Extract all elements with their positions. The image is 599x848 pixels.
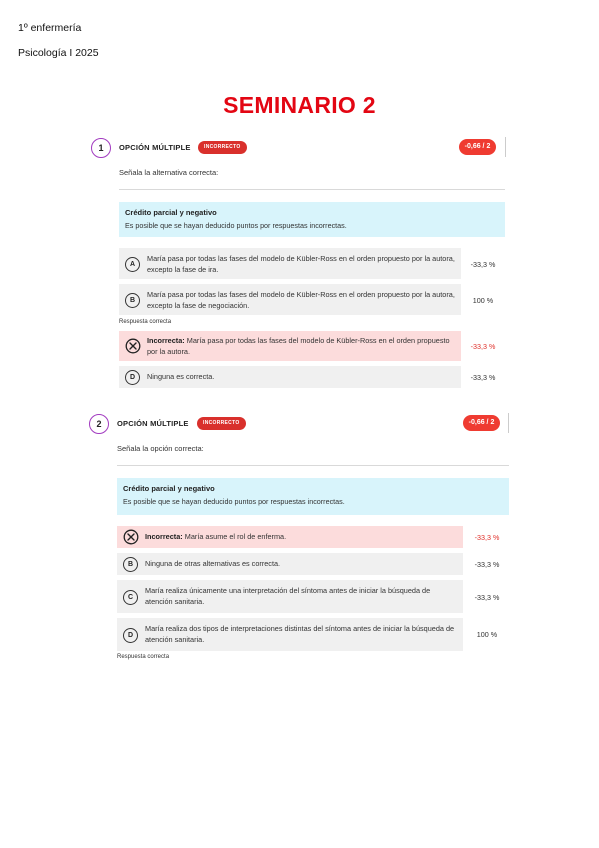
subject-label: Psicología I 2025 xyxy=(18,47,99,59)
option-percentage: -33,3 % xyxy=(470,342,496,351)
score-pill: -0,66 / 2 xyxy=(463,415,500,431)
question-type: OPCIÓN MÚLTIPLE xyxy=(119,143,191,152)
correct-answer-note: Respuesta correcta xyxy=(119,319,172,325)
info-box xyxy=(117,478,509,515)
divider xyxy=(505,137,506,157)
question-number: 2 xyxy=(89,414,109,434)
option-text-body: María pasa por todas las fases del modelo de Kübler-Ross en el orden propuesto por la autora. xyxy=(147,336,450,356)
course-label: 1º enfermería xyxy=(18,22,82,34)
option-letter-b: B xyxy=(125,293,140,308)
option-d[interactable] xyxy=(119,366,461,388)
option-text: María realiza dos tipos de interpretaciones distintas del síntoma antes de iniciar la búsqueda de atención sanitaria. xyxy=(145,624,455,644)
info-title: Crédito parcial y negativo xyxy=(125,208,217,217)
close-circle-icon xyxy=(125,338,141,354)
option-text: María realiza únicamente una interpretación del síntoma antes de iniciar la búsqueda de atención sanitaria. xyxy=(145,586,431,606)
option-percentage: -33,3 % xyxy=(470,260,496,269)
option-percentage: -33,3 % xyxy=(474,533,500,542)
option-c[interactable] xyxy=(117,580,463,613)
option-percentage: -33,3 % xyxy=(470,373,496,382)
question-number: 1 xyxy=(91,138,111,158)
incorrect-label: Incorrecta: xyxy=(145,532,183,541)
close-circle-icon xyxy=(123,529,139,545)
question-header xyxy=(89,414,513,436)
question-header xyxy=(91,138,511,160)
info-title: Crédito parcial y negativo xyxy=(123,484,215,493)
option-d[interactable] xyxy=(117,618,463,651)
option-percentage: -33,3 % xyxy=(474,593,500,602)
option-text xyxy=(147,335,455,357)
info-text: Es posible que se hayan deducido puntos por respuestas incorrectas. xyxy=(125,221,347,230)
option-percentage: 100 % xyxy=(472,296,494,305)
score-pill: -0,66 / 2 xyxy=(459,139,496,155)
divider xyxy=(119,189,505,190)
question-prompt: Señala la opción correcta: xyxy=(117,444,204,453)
question-1 xyxy=(91,138,511,388)
correct-answer-note: Respuesta correcta xyxy=(117,654,170,660)
option-text: María pasa por todas las fases del modelo de Kübler-Ross en el orden propuesto por la autora, excepto la fase de negociación. xyxy=(147,290,455,310)
option-b[interactable] xyxy=(119,284,461,315)
divider xyxy=(508,413,509,433)
option-letter-b: B xyxy=(123,557,138,572)
option-c-selected-incorrect[interactable] xyxy=(119,331,461,361)
option-a[interactable] xyxy=(119,248,461,279)
question-2 xyxy=(89,414,513,664)
option-text-body: María asume el rol de enferma. xyxy=(184,532,287,541)
option-b[interactable] xyxy=(117,553,463,575)
question-type: OPCIÓN MÚLTIPLE xyxy=(117,419,189,428)
status-badge: INCORRECTO xyxy=(197,417,246,430)
info-text: Es posible que se hayan deducido puntos por respuestas incorrectas. xyxy=(123,497,345,506)
option-text: María pasa por todas las fases del modelo de Kübler-Ross en el orden propuesto por la autora, excepto la fase de ira. xyxy=(147,254,455,274)
option-letter-d: D xyxy=(123,628,138,643)
option-letter-c: C xyxy=(123,590,138,605)
option-letter-d: D xyxy=(125,370,140,385)
incorrect-label: Incorrecta: xyxy=(147,336,185,345)
option-percentage: -33,3 % xyxy=(474,560,500,569)
divider xyxy=(117,465,509,466)
option-letter-a: A xyxy=(125,257,140,272)
option-text: Ninguna es correcta. xyxy=(147,372,215,381)
option-text xyxy=(145,531,457,542)
option-text: Ninguna de otras alternativas es correcta. xyxy=(145,559,281,568)
info-box xyxy=(119,202,505,237)
status-badge: INCORRECTO xyxy=(198,141,247,154)
option-a-selected-incorrect[interactable] xyxy=(117,526,463,548)
question-prompt: Señala la alternativa correcta: xyxy=(119,168,219,177)
page-title: SEMINARIO 2 xyxy=(223,92,376,118)
option-percentage: 100 % xyxy=(476,630,498,639)
